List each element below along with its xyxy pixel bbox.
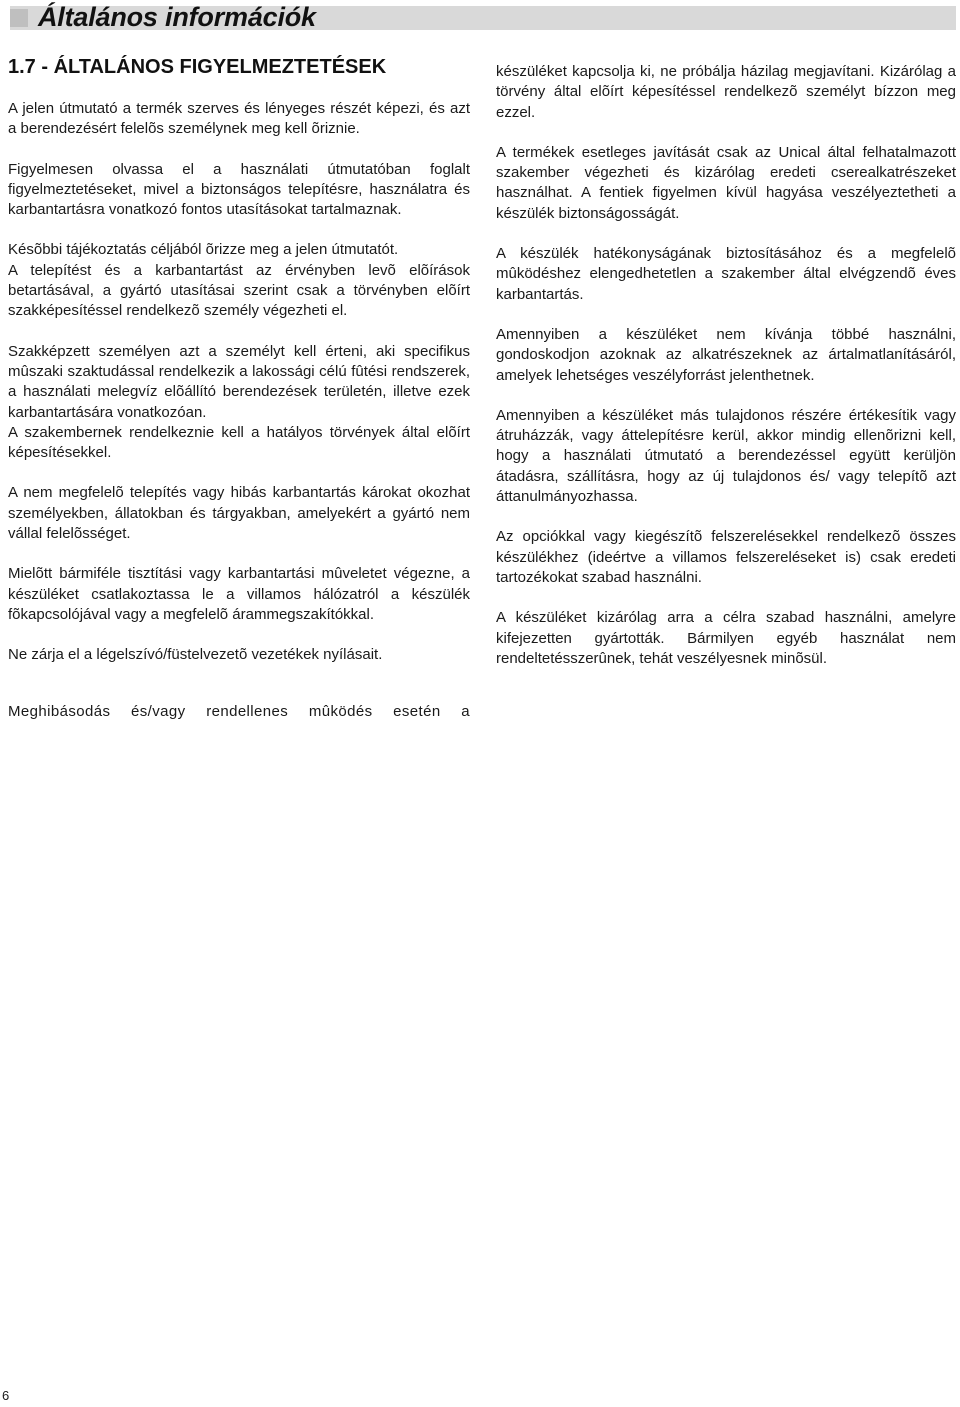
paragraph: Késõbbi tájékoztatás céljából õrizze meg a jelen útmutatót. <box>8 241 399 259</box>
paragraph: A termékek esetleges javítását csak az Unical által felhatalmazott szakember végezheti és kizárólag eredeti cserealkatrészeket használhat. A fentiek figyelmen kívül hagyása veszélyeztetheti a készülék biztonságosságát. <box>496 143 956 222</box>
paragraph: Az opciókkal vagy kiegészítõ felszerelésekkel rendelkezõ összes készülékhez (ideértve a villamos felszereléseket is) csak eredeti tartozékokat szabad használni. <box>496 528 956 586</box>
paragraph: A szakembernek rendelkeznie kell a hatályos törvények által elõírt képesítésekkel. <box>8 423 470 462</box>
page-number: 6 <box>2 1388 10 1403</box>
paragraph: Mielõtt bármiféle tisztítási vagy karbantartási mûveletet végezne, a készüléket csatlakoztassa le a villamos hálózatról a készülék fõkapcsolójával vagy a megfelelõ árammegszakítókkal. <box>8 565 470 623</box>
paragraph: A készülék hatékonyságának biztosításához és a megfelelõ mûködéshez elengedhetetlen a szakember által elvégzendõ éves karbantartás. <box>496 245 956 303</box>
paragraph: A készüléket kizárólag arra a célra szabad használni, amelyre kifejezetten gyártották. Bármilyen egyéb használat nem rendeltetésszerûnek, tehát veszélyesnek minõsül. <box>496 609 956 667</box>
paragraph: Amennyiben a készüléket nem kívánja többé használni, gondoskodjon azoknak az alkatrészeknek az ártalmatlanításáról, amelyek lehetséges veszélyforrást jelenthetnek. <box>496 325 956 384</box>
left-column <box>8 99 470 686</box>
right-column <box>496 62 956 689</box>
section-title: 1.7 - ÁLTALÁNOS FIGYELMEZTETÉSEK <box>8 56 387 78</box>
paragraph: Figyelmesen olvassa el a használati útmutatóban foglalt figyelmeztetéseket, mivel a biztonságos telepítésre, használatra és karbantartásra vonatkozó fontos utasításokat tartalmaznak. <box>8 160 470 219</box>
paragraph: Ne zárja el a légelszívó/füstelvezetõ vezetékek nyílásait. <box>8 646 383 664</box>
page-title: Általános információk <box>38 2 316 32</box>
paragraph: Amennyiben a készüléket más tulajdonos részére értékesítik vagy átruházzák, vagy áttelepítésre kerül, akkor mindig ellenõrizni kell, hogy a használati útmutató a berendezéssel együtt kerüljön átadásra, szállításra, hogy az új tulajdonos és/ vagy telepítõ azt áttanulmányozhassa. <box>496 406 956 506</box>
paragraph: A nem megfelelõ telepítés vagy hibás karbantartás károkat okozhat személyekben, állatokban és tárgyakban, amelyekért a gyártó nem vállal felelõsséget. <box>8 484 470 543</box>
paragraph: Szakképzett személyen azt a személyt kell érteni, aki specifikus mûszaki szaktudással rendelkezik a lakossági célú fûtési rendszerek, a használati melegvíz elõállító berendezések területén, illetve ezek karbantartására vonatkozóan. <box>8 342 470 421</box>
header-square-icon <box>10 9 28 27</box>
paragraph: készüléket kapcsolja ki, ne próbálja házilag megjavítani. Kizárólag a törvény által elõírt képesítéssel rendelkezõ személyt bízzon meg ezzel. <box>496 63 956 121</box>
continuation-line: Meghibásodás és/vagy rendellenes mûködés esetén a <box>8 703 470 720</box>
paragraph: A telepítést és a karbantartást az érvényben levõ elõírások betartásával, a gyártó utasításai szerint csak a törvényben elõírt szakképesítéssel rendelkezõ személy végezheti el. <box>8 261 470 320</box>
paragraph: A jelen útmutató a termék szerves és lényeges részét képezi, és azt a berendezésért felelõs személynek meg kell õriznie. <box>8 100 470 138</box>
